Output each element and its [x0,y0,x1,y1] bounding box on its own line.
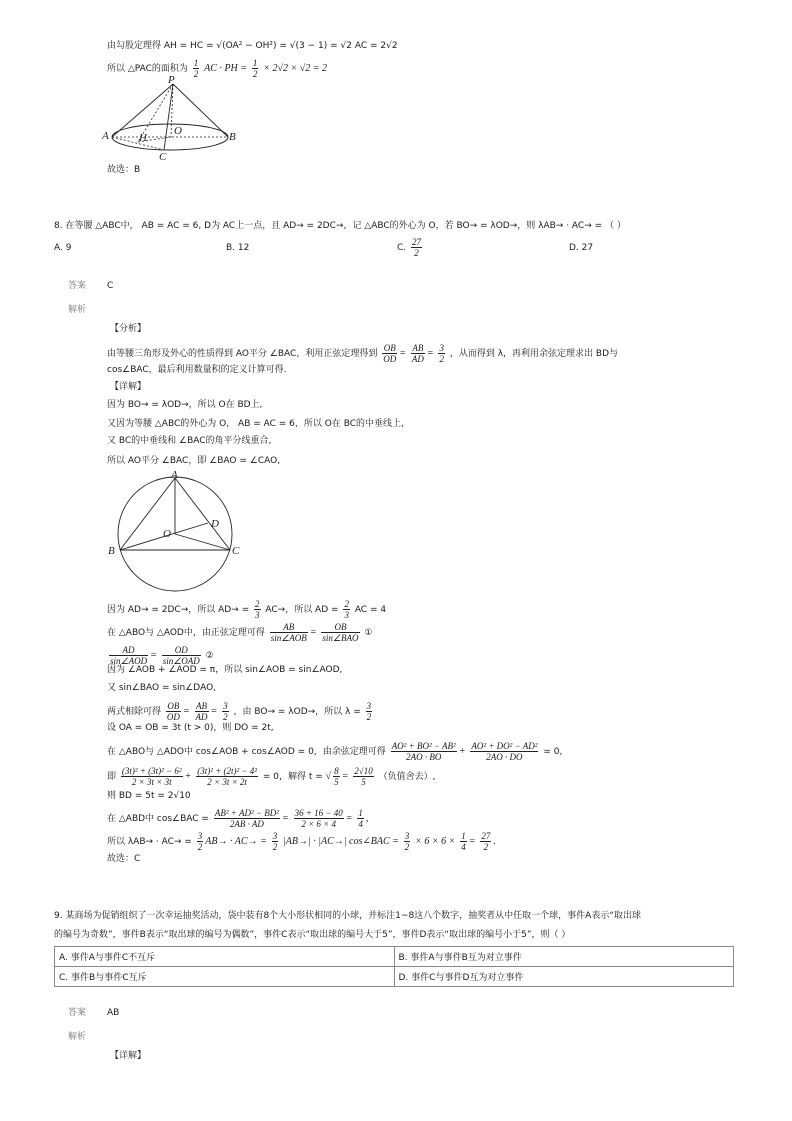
q8-detail-8: 因为 ∠AOB + ∠AOD = π，所以 sin∠AOB = sin∠AOD, [107,665,343,675]
q8-option-d-label: D. [569,243,579,253]
q9-options-table [54,946,734,987]
q8-detail-11: 设 OA = OB = 3t (t > 0)，则 DO = 2t, [107,723,274,733]
q7-area-math: AC · PH = [204,63,248,74]
q9-option-a[interactable] [55,947,395,967]
q8-fenxi-frac-ab-ad: $\frac{AB}{AD}$ [411,343,424,364]
q8-option-a-text: 9 [65,243,72,253]
q7-area-math-2: × 2√2 × √2 = 2 [263,63,328,74]
q8-detail-10b: ，由 BO→ = λOD→，所以 λ = [233,707,361,717]
q8-frac-1-4: $\frac{1}{4}$ [358,808,363,829]
q8-detail-2: 又因为等腰 △ABC的外心为 O， AB = AC = 6，所以 O在 BC的中垂线上, [107,419,404,429]
q8-frac-3-2-c: $\frac{3}{2}$ [366,701,372,722]
q8-detail-6a: 在 △ABO与 △AOD中，由正弦定理可得 [107,628,265,638]
q8-detail-15a: 在 △ABD中 cos∠BAC = [107,814,209,824]
q8-detail-10a: 两式相除可得 [107,707,162,717]
q8-frac-t-eq1: $\frac{\text{(3t)² + (3t)² − 6²}}{2 \times 3t \times 3t}$ [121,766,182,787]
q8-option-c-den: 2 [414,248,419,258]
q8-option-c-num: 27 [412,237,422,247]
q9-option-c-label: C. [59,973,69,983]
q8-xiangjie-title: 【详解】 [110,382,147,392]
q9-xiangjie-title: 【详解】 [110,1051,147,1061]
q8-circ-2: ② [205,651,214,661]
q8-detail-3: 又 BC的中垂线和 ∠BAC的角平分线重合, [107,436,272,446]
q8-fenxi-title: 【分析】 [110,324,147,334]
q7-pythagoras-text: 由勾股定理得 AH = HC = √(OA² − OH²) = √(3 − 1) = √2 AC = 2√2 [107,41,398,51]
q8-frac-ad-sinaod: $\frac{AD}{\text{sin∠AOD}}$ [110,645,148,666]
q7-area-prefix: 所以 △PAC的面积为 [107,64,188,74]
q8-frac-3-2-f: $\frac{3}{2}$ [404,831,410,852]
q8-detail-15: 在 △ABD中 cos∠BAC = $\frac{\text{AB² + AD² − BD²}}{2AB \cdot AD}$ = $\frac{36 + 16 - 40}{2 \times 6 \times 4}$ = $\frac{1}{4}$ , [107,808,369,829]
q8-detail-9: 又 sin∠BAO = sin∠DAO, [107,683,217,693]
q9-option-d-text: 事件C与事件D互为对立事件 [411,973,524,983]
q8-detail-12: 在 △ABO与 △ADO中 cos∠AOB + cos∠AOD = 0，由余弦定理可得 $\frac{\text{AO² + BO² − AB²}}{2AO \cdot BO}$ + $\frac{\text{AO² + DO² − AD²}}{2AO \cdot DO}$ = 0, [107,741,563,762]
circle-label-b: B [108,545,115,557]
q9-option-b-label: B. [398,953,408,963]
q8-detail-16: 所以 λAB→ · AC→ = $\frac{3}{2}$ AB→ · AC→ = $\frac{3}{2}$ |AB→| · |AC→| cos∠BAC = $\frac{3}{2}$ × 6 × 6 × $\frac{1}{4}$ = $\frac{27}{2}$ . [107,831,496,852]
circle-label-c: C [232,545,240,557]
cone-edge-pa [112,84,173,137]
q8-circ-1: ① [364,628,373,638]
q8-frac-cos-bac-num: $\frac{36 + 16 - 40}{2 \times 6 \times 4}$ [294,808,343,829]
q8-option-c-frac [411,237,422,258]
q8-frac-ob-sinbao: $\frac{OB}{\text{sin∠BAO}}$ [322,622,359,643]
q8-fenxi-frac-3-2: $\frac{3}{2}$ [439,343,444,364]
seg-oc [175,534,230,550]
q8-frac-cos-bac: $\frac{\text{AB² + AD² − BD²}}{2AB \cdot AD}$ [214,808,279,829]
q8-detail-14: 则 BD = 5t = 2√10 [107,791,191,801]
q8-fenxi-line2: cos∠BAC，最后利用数量积的定义计算可得. [107,365,287,375]
cone-label-o: O [174,125,182,137]
q8-option-b-text: 12 [237,243,250,253]
q8-frac-2sqrt10-5: $\frac{2√10}{5}$ [354,766,373,787]
q8-detail-13-neg: （负值舍去）, [378,772,436,782]
tri-side-ac [175,478,230,550]
q8-detail-13: 即 $\frac{\text{(3t)² + (3t)² − 6²}}{2 \times 3t \times 3t}$ + $\frac{\text{(3t)² + (2t)² − 4²}}{2 \times 3t \times 2t}$ = 0，解得 t = √ $\frac{8}{5}$ = $\frac{2√10}{5}$ （负值舍去）, [107,766,436,787]
q8-frac-cos-aod: $\frac{\text{AO² + DO² − AD²}}{2AO \cdot DO}$ [471,741,538,762]
q8-fenxi-frac-ob-od: $\frac{OB}{OD}$ [383,343,397,364]
q8-option-c[interactable] [397,237,424,258]
circle-label-a: A [171,469,178,481]
q9-options-row-2 [55,967,734,987]
q7-answer: 故选：B [107,165,141,175]
q8-detail-5c: AC = 4 [354,605,387,615]
q7-half-frac: $\frac{1}{2}$ [193,58,199,79]
q8-detail-5a: 因为 AD→ = 2DC→，所以 AD→ = [107,605,250,615]
q8-answer-value: C [107,281,114,291]
q8-detail-5b: AC→，所以 AD = [265,605,339,615]
q8-frac-od-sinoad: $\frac{OD}{\text{sin∠OAD}}$ [162,645,200,666]
q8-frac-3-2-e: $\frac{3}{2}$ [272,831,278,852]
q8-frac-3-2-b: $\frac{3}{2}$ [223,701,228,722]
q8-frac-3-2-d: $\frac{3}{2}$ [197,831,203,852]
q8-detail-16a: 所以 λAB→ · AC→ = [107,837,192,847]
q8-frac-8-5: $\frac{8}{5}$ [334,766,339,787]
q8-option-c-label: C. [397,243,407,253]
q9-option-b-text: 事件A与事件B互为对立事件 [410,953,522,963]
cone-figure [102,74,248,166]
q8-detail-5 [107,599,386,620]
circle-label-o: O [163,528,171,540]
q8-detail-13-tail: = 0，解得 t = [262,772,323,782]
q9-answer-value: AB [107,1008,120,1018]
q8-frac-cos-aob: $\frac{\text{AO² + BO² − AB²}}{2AO \cdot BO}$ [391,741,456,762]
q8-option-d[interactable] [569,242,593,254]
cone-label-h: H [139,132,147,144]
cone-label-b: B [229,131,236,143]
q8-detail-1: 因为 BO→ = λOD→，所以 O在 BD上, [107,400,263,410]
q8-fenxi-1b: ，从而得到 λ，再利用余弦定理求出 BD与 [449,349,618,359]
q7-pythagoras-line [107,40,398,52]
q8-frac-ab-ad-2: $\frac{AB}{AD}$ [195,701,208,722]
q8-option-a[interactable] [54,242,71,254]
circumcircle-figure [108,470,248,600]
q8-frac-ob-od-2: $\frac{OB}{OD}$ [166,701,180,722]
cone-label-p: P [168,74,175,86]
q8-option-b[interactable] [226,242,249,254]
q7-half-frac-2: $\frac{1}{2}$ [252,58,258,79]
q8-answer-final: 故选：C [107,854,141,864]
q9-analysis-label: 解析 [68,1032,87,1042]
q8-fenxi-line1: 由等腰三角形及外心的性质得到 AO平分 ∠BAC，利用正弦定理得到 $\frac{OB}{OD}$ = $\frac{AB}{AD}$ = $\frac{3}{2}$ ，从而得到 λ，再利用余弦定理求出 BD与 [107,343,618,364]
q8-detail-10: 两式相除可得 $\frac{OB}{OD}$ = $\frac{AB}{AD}$ = $\frac{3}{2}$ ，由 BO→ = λOD→，所以 λ = $\frac{3}{2}$ [107,701,372,722]
q8-detail-12-tail: = 0, [543,747,563,757]
q8-detail-16-mid: |AB→| · |AC→| cos∠BAC = [283,836,399,847]
q8-option-b-label: B. [226,243,236,253]
q8-detail-16-tail: × 6 × 6 × [415,836,456,847]
q8-stem: 8. 在等腰 △ABC中， AB = AC = 6, D为 AC上一点，且 AD→ = 2DC→，记 △ABC的外心为 O，若 BO→ = λOD→，则 λAB→ · AC→ = （ ） [54,221,626,231]
q9-option-a-label: A. [59,953,68,963]
q8-detail-12a: 在 △ABO与 △ADO中 cos∠AOB + cos∠AOD = 0，由余弦定理可得 [107,747,386,757]
cone-label-a: A [102,130,109,142]
q8-frac-ab-sinaob: $\frac{AB}{\text{sin∠AOB}}$ [270,622,307,643]
q9-option-d-label: D. [398,973,409,983]
q8-option-a-label: A. [54,243,63,253]
cone-label-c: C [159,151,167,163]
q9-option-d[interactable] [394,967,734,987]
q9-stem-1: 9. 某商场为促销组织了一次幸运抽奖活动，袋中装有8个大小形状相同的小球，并标注1~8这八个数字，抽奖者从中任取一个球，事件A表示“取出球 [54,911,641,921]
q8-frac-27-2: $\frac{27}{2}$ [481,831,491,852]
q8-detail-13-prefix: 即 [107,772,117,782]
circle-label-d: D [211,518,219,530]
q9-answer-label: 答案 [68,1008,87,1018]
q9-option-c-text: 事件B与事件C互斥 [71,973,147,983]
q9-option-b[interactable] [394,947,734,967]
q8-detail-6: 在 △ABO与 △AOD中，由正弦定理可得 $\frac{AB}{\text{sin∠AOB}}$ = $\frac{OB}{\text{sin∠BAO}}$ ① [107,622,373,643]
q8-fenxi-1: 由等腰三角形及外心的性质得到 AO平分 ∠BAC，利用正弦定理得到 [107,349,378,359]
q8-option-d-text: 27 [581,243,594,253]
q9-options-row-1 [55,947,734,967]
q8-detail-7: $\frac{AD}{\text{sin∠AOD}}$ = $\frac{OD}{\text{sin∠OAD}}$ ② [110,645,214,666]
q9-option-c[interactable] [55,967,395,987]
q8-frac-1-4-b: $\frac{1}{4}$ [461,831,466,852]
q8-frac-2-3-b: $\frac{2}{3}$ [344,599,349,620]
q9-option-a-text: 事件A与事件C不互斥 [70,953,156,963]
q8-frac-2-3: $\frac{2}{3}$ [255,599,260,620]
q9-stem-2: 的编号为奇数”，事件B表示“取出球的编号为偶数”，事件C表示“取出球的编号大于5”，事件D表示“取出球的编号小于5”，则（ ） [54,930,571,940]
q8-answer-label: 答案 [68,281,87,291]
q8-frac-t-eq2: $\frac{\text{(3t)² + (2t)² − 4²}}{2 \times 3t \times 2t}$ [197,766,257,787]
q8-analysis-label: 解析 [68,305,87,315]
q8-detail-4: 所以 AO平分 ∠BAC，即 ∠BAO = ∠CAO, [107,456,281,466]
